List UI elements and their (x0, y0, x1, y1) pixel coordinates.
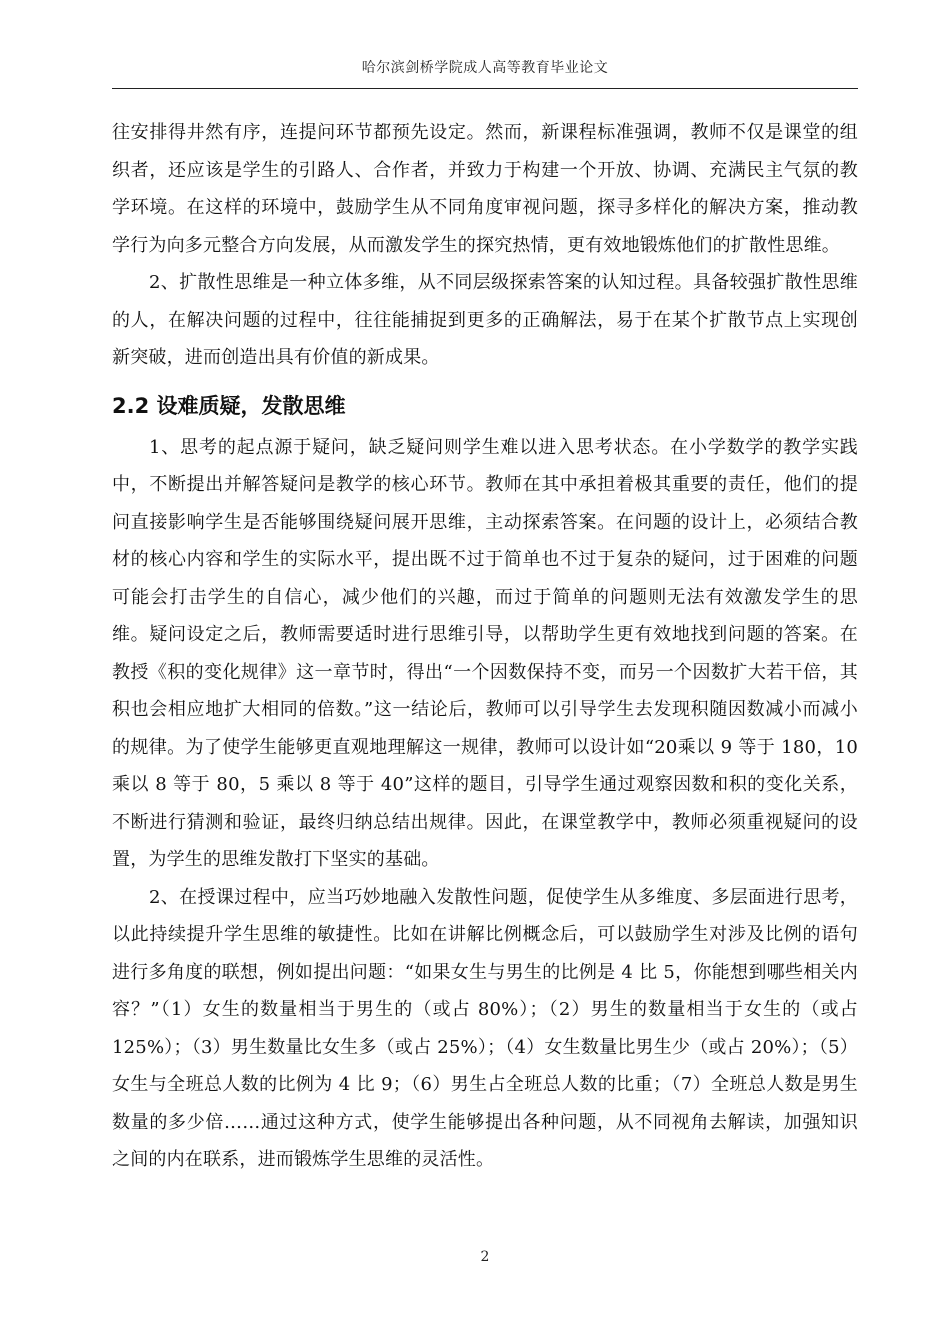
section-heading: 2.2 设难质疑，发散思维 (112, 393, 346, 418)
paragraph-divergent-thinking: 2、扩散性思维是一种立体多维，从不同层级探索答案的认知过程。具备较强扩散性思维的人，在解决问题的过程中，往往能捕捉到更多的正确解法，易于在某个扩散节点上实现创新突破，进而创造出具有价值的新成果。 (112, 272, 858, 368)
page-header: 哈尔滨剑桥学院成人高等教育毕业论文 (361, 60, 609, 76)
paragraph-questioning: 1、思考的起点源于疑问，缺乏疑问则学生难以进入思考状态。在小学数学的教学实践中，不断提出并解答疑问是教学的核心环节。教师在其中承担着极其重要的责任，他们的提问直接影响学生是否能够围绕疑问展开思维，主动探索答案。在问题的设计上，必须结合教材的核心内容和学生的实际水平，提出既不过于简单也不过于复杂的疑问，过于困难的问题可能会打击学生的自信心，减少他们的兴趣，而过于简单的问题则无法有效激发学生的思维。疑问设定之后，教师需要适时进行思维引导，以帮助学生更有效地找到问题的答案。在教授《积的变化规律》这一章节时，得出“一个因数保持不变，而另一个因数扩大若干倍，其积也会相应地扩大相同的倍数。”这一结论后，教师可以引导学生去发现积随因数减小而减小的规律。为了使学生能够更直观地理解这一规律，教师可以设计如“20乘以 9 等于 180，10 乘以 8 等于 80，5 乘以 8 等于 40”这样的题目，引导学生通过观察因数和积的变化关系，不断进行猜测和验证，最终归纳总结出规律。因此，在课堂教学中，教师必须重视疑问的设置，为学生的思维发散打下坚实的基础。 (112, 436, 858, 870)
page-number: 2 (480, 1249, 490, 1265)
page-body (112, 114, 858, 1179)
paragraph-continued: 往安排得井然有序，连提问环节都预先设定。然而，新课程标准强调，教师不仅是课堂的组织者，还应该是学生的引路人、合作者，并致力于构建一个开放、协调、充满民主气氛的教学环境。在这样的环境中，鼓励学生从不同角度审视问题，探寻多样化的解决方案，推动教学行为向多元整合方向发展，从而激发学生的探究热情，更有效地锻炼他们的扩散性思维。 (112, 122, 858, 256)
paragraph-divergent-questions: 2、在授课过程中，应当巧妙地融入发散性问题，促使学生从多维度、多层面进行思考，以此持续提升学生思维的敏捷性。比如在讲解比例概念后，可以鼓励学生对涉及比例的语句进行多角度的联想，例如提出问题：“如果女生与男生的比例是 4 比 5，你能想到哪些相关内容？”（1）女生的数量相当于男生的（或占 80%）；（2）男生的数量相当于女生的（或占 125%）；（3）男生数量比女生多（或占 25%）；（4）女生数量比男生少（或占 20%）；（5）女生与全班总人数的比例为 4 比 9；（6）男生占全班总人数的比重；（7）全班总人数是男生数量的多少倍……通过这种方式，使学生能够提出各种问题，从不同视角去解读，加强知识之间的内在联系，进而锻炼学生思维的灵活性。 (112, 886, 858, 1170)
header-divider (112, 88, 858, 89)
